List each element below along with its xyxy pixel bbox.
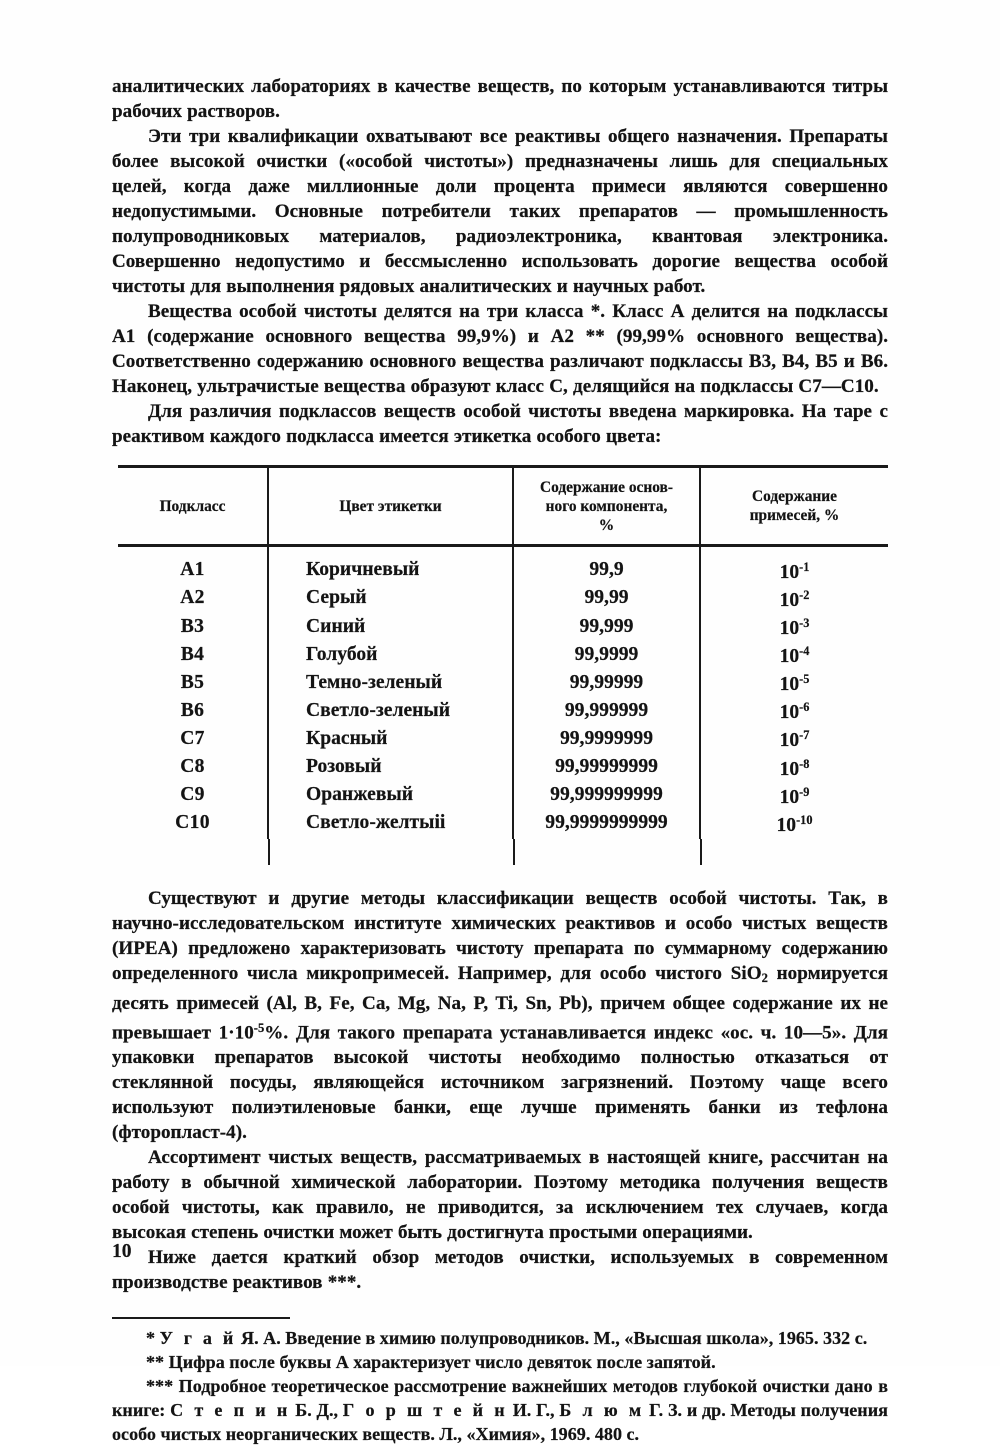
cell-label-color: Коричневый: [268, 547, 513, 584]
cell-main-content: 99,9999999: [513, 724, 700, 752]
footnote-initials-gorshteyn: И. Г.,: [512, 1400, 555, 1421]
cell-impurity-content: [700, 547, 888, 584]
cell-label-color: Розовый: [268, 753, 513, 781]
cell-label-color: Голубой: [268, 640, 513, 668]
footnote-initials-stepin: Б. Д.,: [295, 1400, 338, 1421]
footnote-author-blyum: Б л ю м: [559, 1400, 645, 1421]
cell-impurity-content: [700, 612, 888, 640]
footnote-author-stepin: С т е п и н: [170, 1400, 291, 1421]
footnote-lead: Подробное теоретическое рассмотрение важнейших методов глубокой очистки дано в книге:: [112, 1376, 888, 1421]
sio2-subscript: 2: [761, 970, 768, 985]
impurity-exponent: -5: [799, 672, 810, 687]
footnote-1: [112, 1326, 888, 1350]
table-row: [118, 753, 888, 781]
cell-label-color: Темно-зеленый: [268, 668, 513, 696]
impurity-exponent: -8: [799, 756, 810, 771]
footnote-marker: *: [146, 1328, 156, 1349]
cell-main-content: 99,9: [513, 547, 700, 584]
footnote-text: Цифра после буквы А характеризует число девяток после запятой.: [168, 1352, 716, 1373]
other-methods-part-1: Существуют и другие методы классификации веществ особой чистоты. Так, в научно-исследовательском институте химических реактивов и особо чистых веществ (ИРЕА) предложено характеризовать чистоту препарата по суммарному содержанию определенного числа микропримесей. Например, для особо чистого SiO: [112, 887, 888, 984]
after-table-text: [112, 886, 888, 1295]
header-line-2: ного компонента,: [545, 497, 668, 515]
other-methods-part-2: нормируется десять примесей (Al, B, Fe, Ca, Mg, Na, P, Ti, Sn, Pb), причем общее содержание их не превышает 1·10: [112, 962, 888, 1044]
impurity-base: 10: [776, 814, 797, 836]
cell-impurity-content: [700, 753, 888, 781]
header-line-2: примесей, %: [749, 507, 840, 524]
table-row: [118, 668, 888, 696]
cell-label-color: Синий: [268, 612, 513, 640]
cell-main-content: 99,999999999: [513, 781, 700, 809]
cell-subclass: С7: [180, 727, 205, 749]
impurity-base: 10: [779, 617, 800, 639]
impurity-base: 10: [779, 702, 800, 724]
paragraph-review: Ниже дается краткий обзор методов очистки, используемых в современном производстве реактивов ***.: [112, 1247, 888, 1294]
cell-impurity-content: [700, 781, 888, 809]
impurity-base: 10: [779, 674, 800, 696]
cell-impurity-content: [700, 809, 888, 839]
footnote-3: [112, 1374, 888, 1446]
divider-2: [513, 839, 515, 865]
impurity-base: 10: [779, 758, 800, 780]
header-line-1: Содержание: [752, 488, 837, 505]
impurity-exponent: -6: [799, 700, 810, 715]
cell-impurity-content: [700, 584, 888, 612]
column-header-impurity-content: [700, 468, 888, 544]
cell-impurity-content: [700, 696, 888, 724]
page-content: [112, 74, 888, 1446]
page-number: 10: [112, 1241, 132, 1262]
cell-impurity-content: [700, 640, 888, 668]
impurity-exponent: -4: [799, 644, 810, 659]
column-header-main-content: [513, 468, 700, 544]
footnote-separator-rule: [112, 1317, 290, 1319]
exponent-minus-five: -5: [253, 1020, 265, 1035]
impurity-exponent: -10: [796, 812, 813, 827]
impurity-base: 10: [779, 646, 800, 668]
impurity-base: 10: [779, 730, 800, 752]
cell-subclass: В4: [180, 643, 205, 665]
table-row: [118, 640, 888, 668]
other-methods-part-3: %. Для такого препарата устанавливается индекс «ос. ч. 10—5». Для упаковки препаратов высокой чистоты необходимо полностью отказаться от стеклянной посуды, являющейся источником загрязнений. Поэтому чаще всего используют полиэтиленовые банки, еще лучше применять банки из тефлона (фторопласт-4).: [112, 1022, 889, 1144]
purity-subclass-table: [118, 465, 888, 865]
cell-subclass: В6: [180, 699, 205, 721]
table-row: [118, 584, 888, 612]
header-line-1: Содержание основ-: [540, 478, 673, 496]
table-row: [118, 781, 888, 809]
cell-impurity-content: [700, 724, 888, 752]
header-line-3: %: [598, 516, 615, 534]
cell-main-content: 99,9999: [513, 640, 700, 668]
footnote-tail: и др. Методы получения особо чистых неорганических веществ. Л., «Химия», 1969. 480 с.: [112, 1400, 888, 1445]
cell-subclass: В5: [180, 671, 205, 693]
table-row: [118, 696, 888, 724]
column-header-label-color: Цвет этикетки: [268, 468, 513, 544]
footnotes-section: [112, 1317, 888, 1446]
column-header-subclass: Подкласс: [159, 497, 226, 515]
impurity-exponent: -2: [799, 588, 810, 603]
footnote-initials: Я. А.: [241, 1328, 281, 1349]
cell-label-color: Светло-зеленый: [268, 696, 513, 724]
cell-label-color: Красный: [268, 724, 513, 752]
cell-label-color: Серый: [268, 584, 513, 612]
impurity-exponent: -3: [799, 616, 810, 631]
impurity-base: 10: [779, 786, 800, 808]
cell-subclass: А2: [180, 587, 205, 609]
cell-subclass: В3: [180, 615, 205, 637]
cell-main-content: 99,99: [513, 584, 700, 612]
cell-main-content: 99,999: [513, 612, 700, 640]
divider-1: [268, 839, 270, 865]
footnote-marker: **: [146, 1352, 165, 1373]
paragraph-assortment: Ассортимент чистых веществ, рассматриваемых в настоящей книге, рассчитан на работу в обычной химической лаборатории. Поэтому методика получения веществ особой чистоты, как правило, не приводится, за исключением тех случаев, когда высокая степень очистки может быть достигнута простыми операциями.: [112, 1147, 888, 1244]
table-column-dividers-tail: [118, 839, 888, 865]
cell-main-content: 99,99999999: [513, 753, 700, 781]
footnote-text: Введение в химию полупроводников. М., «Высшая школа», 1965. 332 с.: [285, 1328, 868, 1349]
cell-label-color: Светло-желтыіі: [268, 809, 513, 839]
cell-main-content: 99,9999999999: [513, 809, 700, 839]
table-row: [118, 547, 888, 584]
footnote-initials-blyum: Г. З.: [649, 1400, 683, 1421]
paragraph-other-methods: [112, 886, 888, 1145]
cell-subclass: А1: [180, 559, 205, 581]
paragraph-marking: Для различия подклассов веществ особой чистоты введена маркировка. На таре с реактивом каждого подкласса имеется этикетка особого цвета:: [112, 401, 888, 447]
table-row: [118, 612, 888, 640]
impurity-base: 10: [779, 561, 800, 583]
table-row: [118, 809, 888, 839]
impurity-exponent: -1: [799, 560, 810, 574]
cell-subclass: С10: [175, 812, 210, 834]
cell-main-content: 99,99999: [513, 668, 700, 696]
impurity-base: 10: [779, 589, 800, 611]
cell-subclass: С8: [180, 755, 205, 777]
footnote-author-ugay: У г а й: [159, 1328, 237, 1349]
footnote-author-gorshteyn: Г о р ш т е й н: [342, 1400, 508, 1421]
table-header-row: [118, 468, 888, 544]
footnote-marker: ***: [146, 1376, 174, 1397]
paragraph-purity-classes: Вещества особой чистоты делятся на три класса *. Класс А делится на подклассы А1 (содержание основного вещества 99,9%) и А2 ** (99,99% основного вещества). Соответственно содержанию основного вещества различают подклассы В3, В4, В5 и В6. Наконец, ультрачистые вещества образуют класс С, делящийся на подклассы С7—С10.: [112, 301, 888, 397]
paragraph-intro-continued: аналитических лабораториях в качестве веществ, по которым устанавливаются титры рабочих растворов.: [112, 76, 888, 122]
table-body: [118, 547, 888, 839]
divider-3: [700, 839, 702, 865]
impurity-exponent: -7: [799, 728, 810, 743]
paragraph-qualifications: Эти три квалификации охватывают все реактивы общего назначения. Препараты более высокой очистки («особой чистоты») предназначены лишь для специальных целей, когда даже миллионные доли процента примеси являются совершенно недопустимыми. Основные потребители таких препаратов — промышленность полупроводниковых материалов, радиоэлектроника, квантовая электроника. Совершенно недопустимо и бессмысленно использовать дорогие вещества особой чистоты для выполнения рядовых аналитических и научных работ.: [112, 126, 888, 297]
footnote-2: [112, 1350, 888, 1374]
cell-impurity-content: [700, 668, 888, 696]
impurity-exponent: -9: [799, 784, 810, 799]
table-row: [118, 724, 888, 752]
cell-label-color: Оранжевый: [268, 781, 513, 809]
cell-subclass: С9: [180, 784, 205, 806]
cell-main-content: 99,999999: [513, 696, 700, 724]
